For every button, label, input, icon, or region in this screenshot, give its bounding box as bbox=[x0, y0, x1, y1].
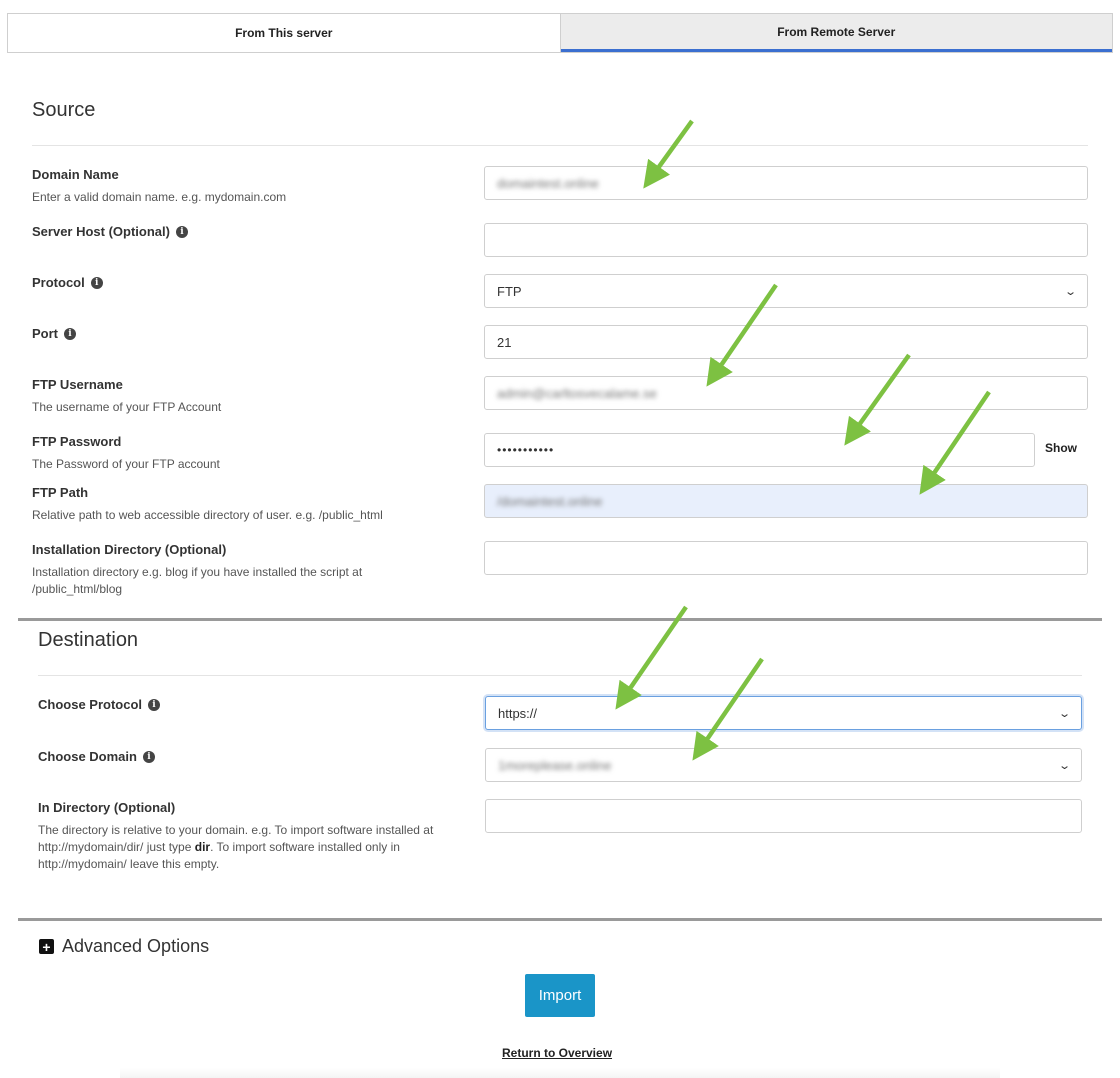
choose-domain-select[interactable]: 1moreplease.online ⌄ bbox=[485, 748, 1082, 782]
choose-protocol-label: Choose Protocol i bbox=[38, 697, 160, 712]
info-icon[interactable]: i bbox=[64, 328, 76, 340]
info-icon[interactable]: i bbox=[148, 699, 160, 711]
choose-domain-label: Choose Domain i bbox=[38, 749, 155, 764]
protocol-label: Protocol i bbox=[32, 275, 103, 290]
in-directory-help: The directory is relative to your domain. e.g. To import software installed at http://mydomain/dir/ just type dir. To import software installed only in http://mydomain/ leave this empty. bbox=[38, 823, 434, 871]
show-password-toggle[interactable]: Show bbox=[1045, 441, 1077, 455]
port-label: Port i bbox=[32, 326, 76, 341]
ftp-username-help: The username of your FTP Account bbox=[32, 400, 222, 414]
annotation-arrow bbox=[620, 607, 686, 703]
server-host-label: Server Host (Optional) i bbox=[32, 224, 188, 239]
plus-icon: + bbox=[39, 939, 54, 954]
ftp-password-label: FTP Password bbox=[32, 434, 122, 449]
info-icon[interactable]: i bbox=[91, 277, 103, 289]
annotation-arrow bbox=[711, 285, 776, 380]
info-icon[interactable]: i bbox=[176, 226, 188, 238]
ftp-path-label: FTP Path bbox=[32, 485, 89, 500]
ftp-password-input[interactable]: ••••••••••• bbox=[484, 433, 1035, 467]
annotation-arrow bbox=[648, 121, 692, 182]
ftp-password-help: The Password of your FTP account bbox=[32, 457, 220, 471]
chevron-down-icon: ⌄ bbox=[1057, 759, 1071, 772]
tab-from-remote-server[interactable]: From Remote Server bbox=[561, 14, 1113, 52]
return-to-overview-link[interactable]: Return to Overview bbox=[502, 1046, 613, 1060]
source-heading: Source bbox=[32, 99, 96, 121]
domain-name-input[interactable]: domaintest.online bbox=[484, 166, 1088, 200]
chevron-down-icon: ⌄ bbox=[1063, 285, 1077, 298]
installation-directory-help: Installation directory e.g. blog if you have installed the script at /public_html/blog bbox=[32, 565, 363, 596]
domain-name-help: Enter a valid domain name. e.g. mydomain.com bbox=[32, 190, 287, 204]
annotation-arrow bbox=[697, 659, 762, 754]
in-directory-label: In Directory (Optional) bbox=[38, 800, 176, 815]
domain-name-label: Domain Name bbox=[32, 167, 119, 182]
choose-protocol-select[interactable]: https:// ⌄ bbox=[485, 696, 1082, 730]
port-input[interactable]: 21 bbox=[484, 325, 1088, 359]
ftp-path-help: Relative path to web accessible directory of user. e.g. /public_html bbox=[32, 508, 383, 522]
ftp-path-input[interactable]: /domaintest.online bbox=[484, 484, 1088, 518]
ftp-username-label: FTP Username bbox=[32, 377, 123, 392]
ftp-username-input[interactable]: admin@carltosvecalame.se bbox=[484, 376, 1088, 410]
annotation-arrow bbox=[849, 355, 909, 439]
installation-directory-label: Installation Directory (Optional) bbox=[32, 542, 227, 557]
protocol-select[interactable]: FTP ⌄ bbox=[484, 274, 1088, 308]
import-button[interactable]: Import bbox=[525, 974, 595, 1017]
annotation-arrow bbox=[924, 392, 989, 488]
tab-from-this-server[interactable]: From This server bbox=[8, 14, 561, 52]
destination-heading: Destination bbox=[38, 629, 139, 651]
info-icon[interactable]: i bbox=[143, 751, 155, 763]
chevron-down-icon: ⌄ bbox=[1057, 707, 1071, 720]
advanced-options-label: Advanced Options bbox=[62, 936, 210, 956]
